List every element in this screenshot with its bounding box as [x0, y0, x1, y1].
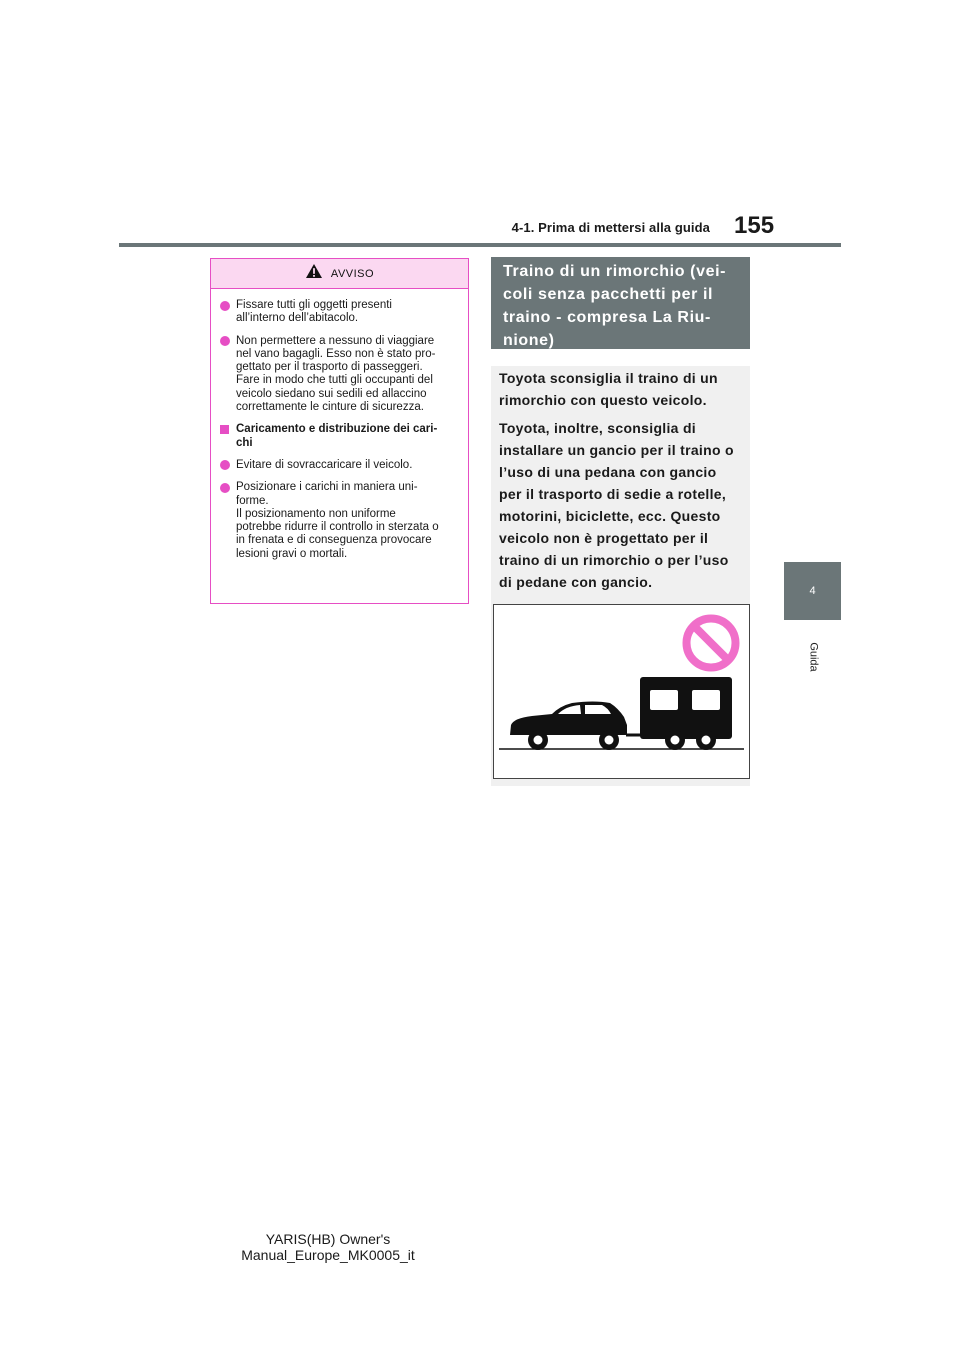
warning-item-text: Non permettere a nessuno di viaggiare nel vano bagagli. Esso non è stato pro- gettato per il trasporto di passeggeri. Fare in modo che tutti gli occupanti del veicolo siedano sui sedili ed allaccino correttamente le cinture di sicurezza. [236, 334, 436, 414]
page-number: 155 [734, 212, 775, 239]
section-title: 4-1. Prima di mettersi alla guida [511, 220, 710, 235]
pink-bullet-icon [220, 483, 230, 493]
towing-illustration [493, 604, 750, 779]
towing-paragraph: Toyota, inoltre, sconsiglia di installare un gancio per il traino o l’uso di una pedana con gancio per il trasporto di sedie a rotelle, motorini, biciclette, ecc. Questo veicolo non è progettato per il traino di un rimorchio o per l’uso di pedane con gancio. [499, 420, 734, 590]
towing-title: Traino di un rimorchio (vei- coli senza pacchetti per il traino - compresa La Riu- nione) [491, 257, 750, 349]
warning-body [211, 289, 468, 561]
warning-item [220, 299, 458, 326]
pink-bullet-icon [220, 460, 230, 470]
warning-icon [305, 263, 323, 284]
warning-title: AVVISO [330, 267, 375, 280]
pink-bullet-icon [220, 301, 230, 311]
warning-item-text: Evitare di sovraccaricare il veicolo. [236, 458, 413, 471]
car-icon [510, 702, 627, 751]
warning-box [210, 258, 469, 604]
header-rule [119, 243, 841, 247]
chapter-label: Guida [807, 642, 820, 672]
warning-subheading-text: Caricamento e distribuzione dei cari- chi [236, 423, 438, 449]
trailer-icon [640, 677, 732, 750]
warning-item [220, 459, 458, 472]
warning-item-text: Fissare tutti gli oggetti presenti all’interno dell’abitacolo. [236, 299, 392, 325]
towing-body [499, 366, 744, 593]
footer-text: YARIS(HB) Owner's Manual_Europe_MK0005_it [241, 1231, 415, 1263]
prohibition-icon [687, 619, 736, 668]
warning-item [220, 481, 458, 561]
warning-item [220, 335, 458, 415]
pink-bullet-icon [220, 336, 230, 346]
pink-square-icon [220, 425, 229, 434]
warning-subheading [220, 423, 458, 450]
warning-item-text: Posizionare i carichi in maniera uni- forme. Il posizionamento non uniforme potrebbe ridurre il controllo in sterzata o in frenata e di conseguenza provocare lesioni gravi o mortali. [236, 481, 439, 560]
warning-header [211, 259, 468, 289]
chapter-number: 4 [809, 585, 816, 597]
towing-paragraph: Toyota sconsiglia il traino di un rimorchio con questo veicolo. [499, 370, 718, 408]
